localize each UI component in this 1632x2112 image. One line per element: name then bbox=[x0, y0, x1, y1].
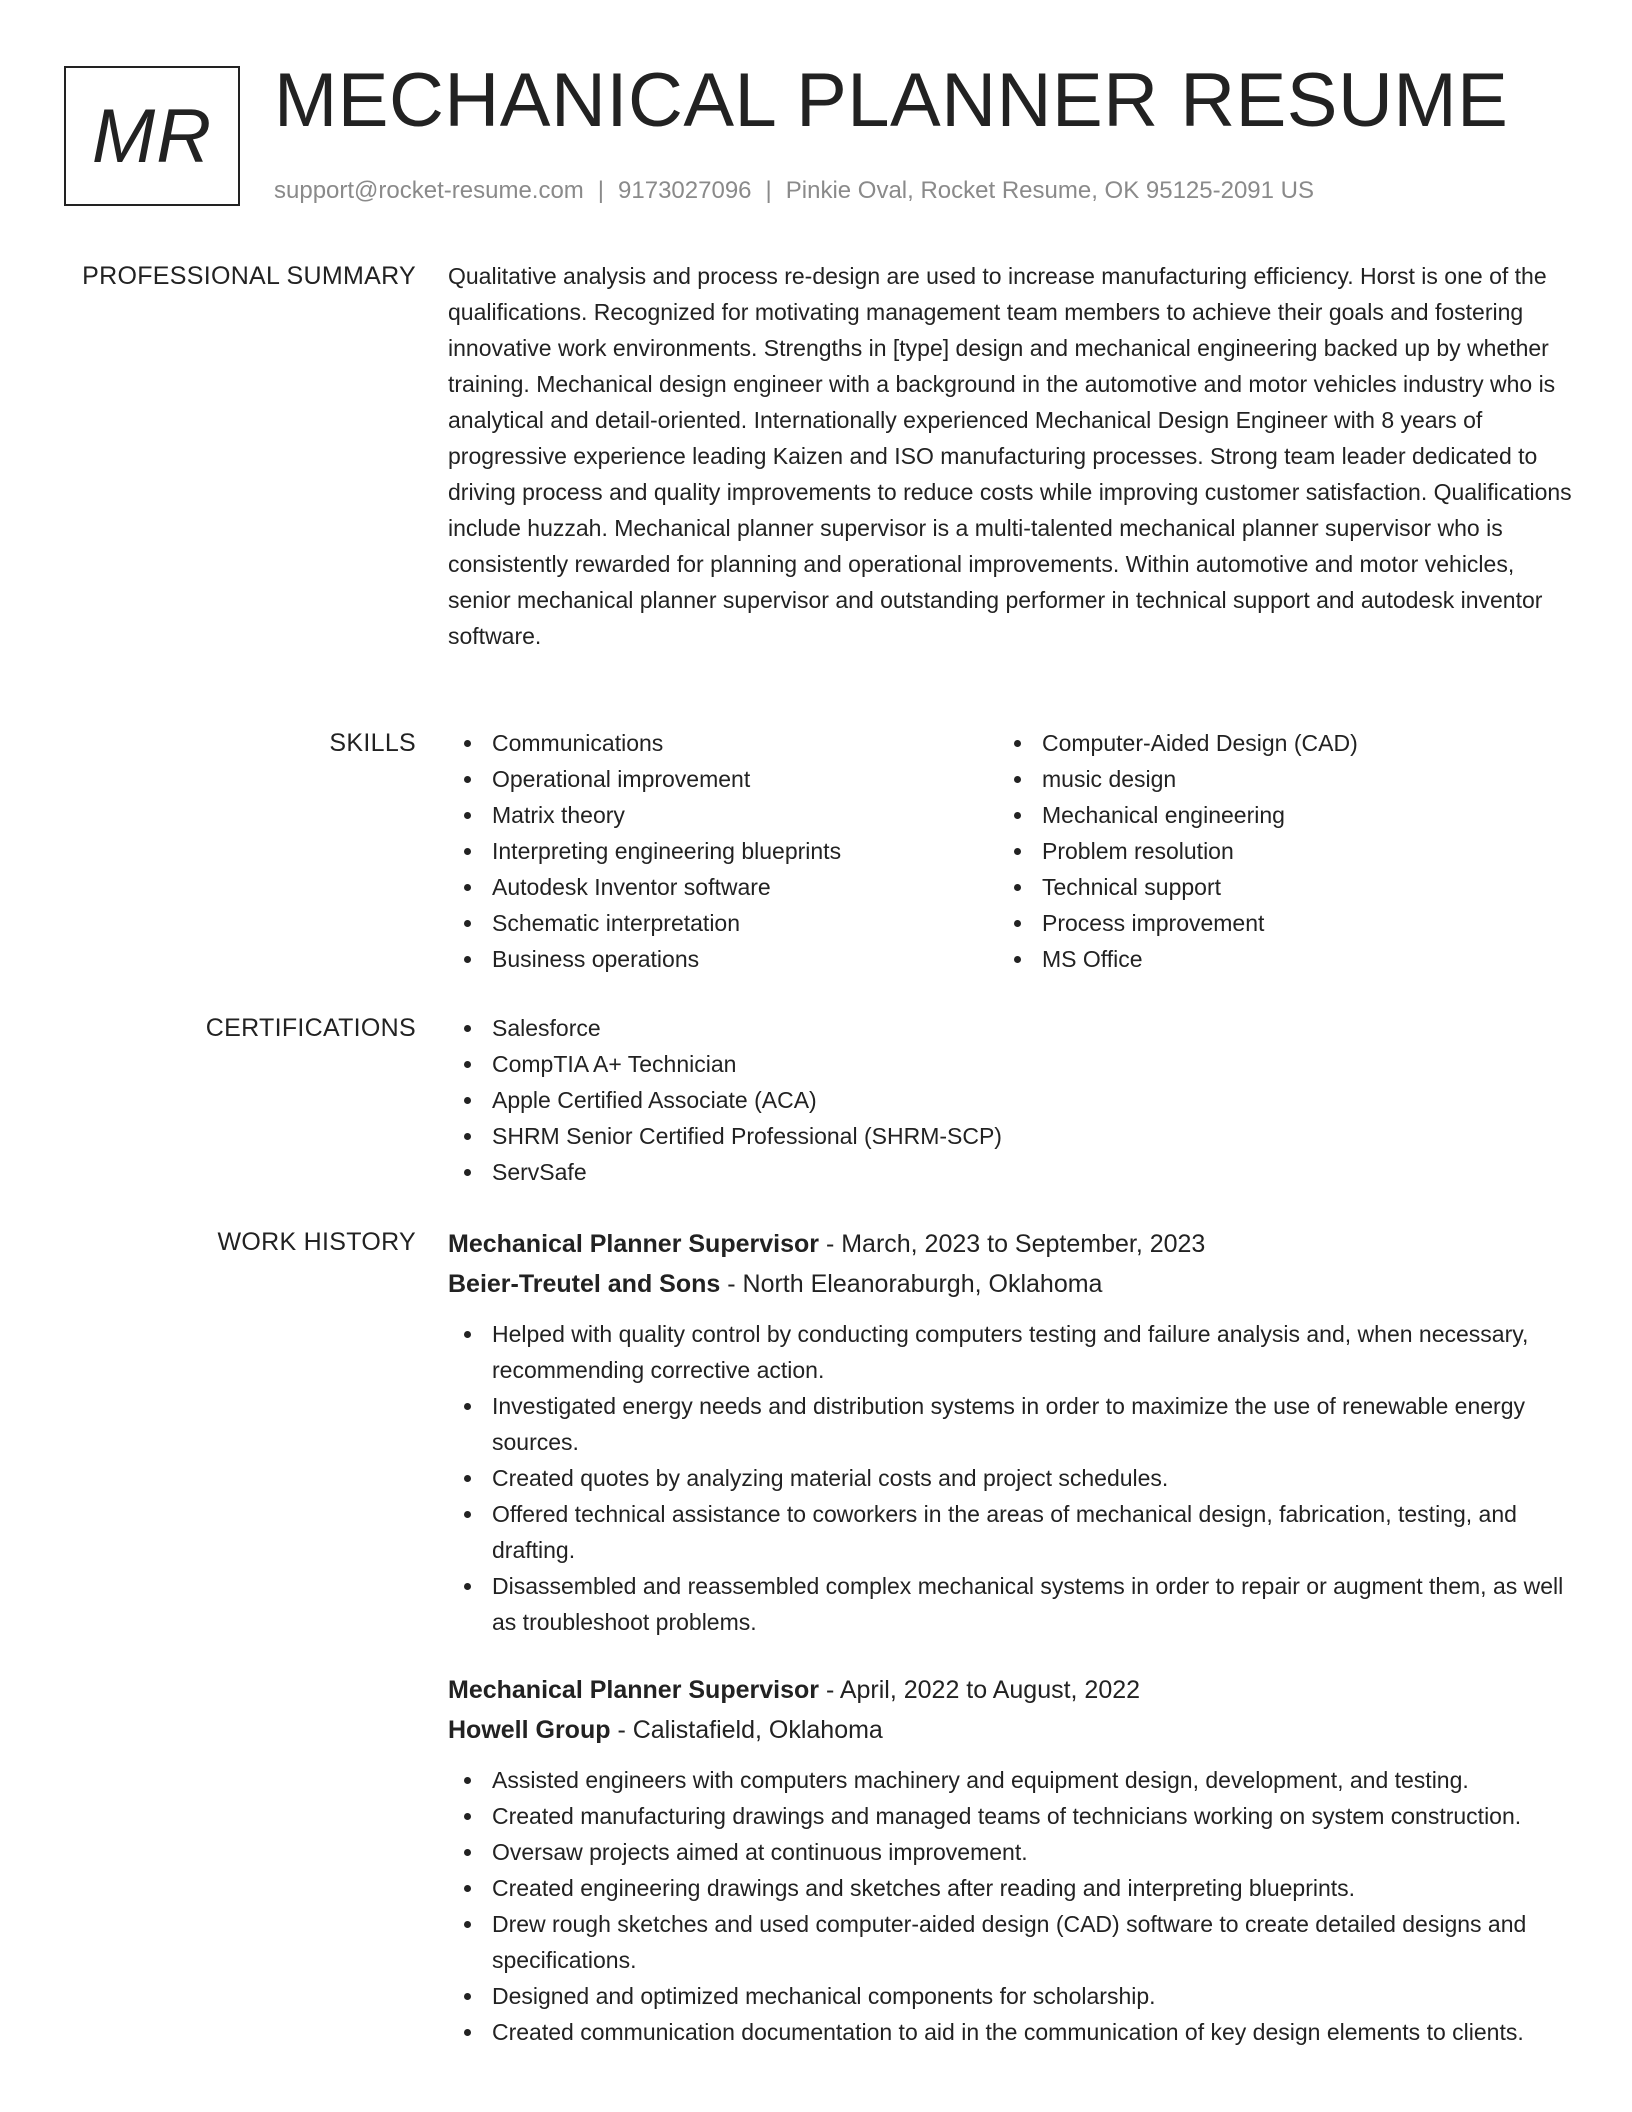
list-item: Interpreting engineering blueprints bbox=[448, 833, 998, 869]
list-item: Disassembled and reassembled complex mechanical systems in order to repair or augment them, as well as troubleshoot problems. bbox=[448, 1568, 1572, 1640]
list-item: Technical support bbox=[998, 869, 1548, 905]
list-item: Salesforce bbox=[448, 1010, 1572, 1046]
list-item: ServSafe bbox=[448, 1154, 1572, 1190]
list-item: Matrix theory bbox=[448, 797, 998, 833]
job-entry bbox=[448, 1224, 1572, 1640]
list-item: Offered technical assistance to coworkers in the areas of mechanical design, fabrication, testing, and drafting. bbox=[448, 1496, 1572, 1568]
list-item: Problem resolution bbox=[998, 833, 1548, 869]
skills-heading: SKILLS bbox=[329, 729, 416, 757]
job-dates: - April, 2022 to August, 2022 bbox=[825, 1676, 1141, 1704]
certifications-heading: CERTIFICATIONS bbox=[205, 1014, 416, 1042]
list-item: music design bbox=[998, 761, 1548, 797]
contact-line bbox=[274, 174, 1314, 208]
job-location: - Calistafield, Oklahoma bbox=[617, 1716, 883, 1744]
job-entry bbox=[448, 1670, 1572, 2050]
job-company-line bbox=[448, 1264, 1572, 1304]
job-duties-list bbox=[448, 1762, 1572, 2050]
list-item: Assisted engineers with computers machinery and equipment design, development, and testing. bbox=[448, 1762, 1572, 1798]
monogram-badge: MR bbox=[64, 66, 240, 206]
list-item: Autodesk Inventor software bbox=[448, 869, 998, 905]
work-history-body bbox=[448, 1224, 1572, 2050]
list-item: Oversaw projects aimed at continuous improvement. bbox=[448, 1834, 1572, 1870]
summary-heading: PROFESSIONAL SUMMARY bbox=[82, 262, 416, 290]
skills-body bbox=[448, 725, 1572, 977]
list-item: Created engineering drawings and sketches after reading and interpreting blueprints. bbox=[448, 1870, 1572, 1906]
job-duties-list bbox=[448, 1316, 1572, 1640]
work-history-heading: WORK HISTORY bbox=[217, 1228, 416, 1256]
job-title-line bbox=[448, 1224, 1572, 1264]
certifications-body bbox=[448, 1010, 1572, 1190]
job-location: - North Eleanoraburgh, Oklahoma bbox=[727, 1270, 1103, 1298]
contact-phone: 9173027096 bbox=[618, 177, 752, 204]
contact-separator: | bbox=[597, 177, 605, 204]
list-item: Business operations bbox=[448, 941, 998, 977]
list-item: Schematic interpretation bbox=[448, 905, 998, 941]
job-role: Mechanical Planner Supervisor bbox=[448, 1676, 819, 1704]
list-item: Designed and optimized mechanical components for scholarship. bbox=[448, 1978, 1572, 2014]
job-company: Howell Group bbox=[448, 1716, 611, 1744]
contact-address: Pinkie Oval, Rocket Resume, OK 95125-2091 US bbox=[785, 177, 1315, 204]
list-item: MS Office bbox=[998, 941, 1548, 977]
skills-column-right bbox=[998, 725, 1548, 977]
list-item: CompTIA A+ Technician bbox=[448, 1046, 1572, 1082]
list-item: Created manufacturing drawings and managed teams of technicians working on system construction. bbox=[448, 1798, 1572, 1834]
summary-body bbox=[448, 258, 1572, 654]
job-company: Beier-Treutel and Sons bbox=[448, 1270, 721, 1298]
contact-email: support@rocket-resume.com bbox=[274, 177, 584, 204]
skills-column-left bbox=[448, 725, 998, 977]
job-role: Mechanical Planner Supervisor bbox=[448, 1230, 819, 1258]
job-dates: - March, 2023 to September, 2023 bbox=[825, 1230, 1206, 1258]
resume-title: MECHANICAL PLANNER RESUME bbox=[274, 58, 1509, 143]
contact-separator: | bbox=[765, 177, 772, 204]
list-item: SHRM Senior Certified Professional (SHRM-SCP) bbox=[448, 1118, 1572, 1154]
certifications-list bbox=[448, 1010, 1572, 1190]
list-item: Apple Certified Associate (ACA) bbox=[448, 1082, 1572, 1118]
list-item: Mechanical engineering bbox=[998, 797, 1548, 833]
skills-grid bbox=[448, 725, 1572, 977]
list-item: Created communication documentation to aid in the communication of key design elements to clients. bbox=[448, 2014, 1572, 2050]
job-company-line bbox=[448, 1710, 1572, 1750]
list-item: Drew rough sketches and used computer-aided design (CAD) software to create detailed designs and specifications. bbox=[448, 1906, 1572, 1978]
list-item: Investigated energy needs and distribution systems in order to maximize the use of renewable energy sources. bbox=[448, 1388, 1572, 1460]
summary-text: Qualitative analysis and process re-design are used to increase manufacturing efficiency. Horst is one of the qualifications. Recognized for motivating management team members to achieve their goals and fostering innovative work environments. Strengths in [type] design and mechanical engineering backed up by whether training. Mechanical design engineer with a background in the automotive and motor vehicles industry who is analytical and detail-oriented. Internationally experienced Mechanical Design Engineer with 8 years of progressive experience leading Kaizen and ISO manufacturing processes. Strong team leader dedicated to driving process and quality improvements to reduce costs while improving customer satisfaction. Qualifications include huzzah. Mechanical planner supervisor is a multi-talented mechanical planner supervisor who is consistently rewarded for planning and operational improvements. Within automotive and motor vehicles, senior mechanical planner supervisor and outstanding performer in technical support and autodesk inventor software. bbox=[448, 263, 1572, 649]
list-item: Helped with quality control by conducting computers testing and failure analysis and, when necessary, recommending corrective action. bbox=[448, 1316, 1572, 1388]
list-item: Operational improvement bbox=[448, 761, 998, 797]
list-item: Computer-Aided Design (CAD) bbox=[998, 725, 1548, 761]
job-title-line bbox=[448, 1670, 1572, 1710]
list-item: Created quotes by analyzing material costs and project schedules. bbox=[448, 1460, 1572, 1496]
list-item: Communications bbox=[448, 725, 998, 761]
list-item: Process improvement bbox=[998, 905, 1548, 941]
